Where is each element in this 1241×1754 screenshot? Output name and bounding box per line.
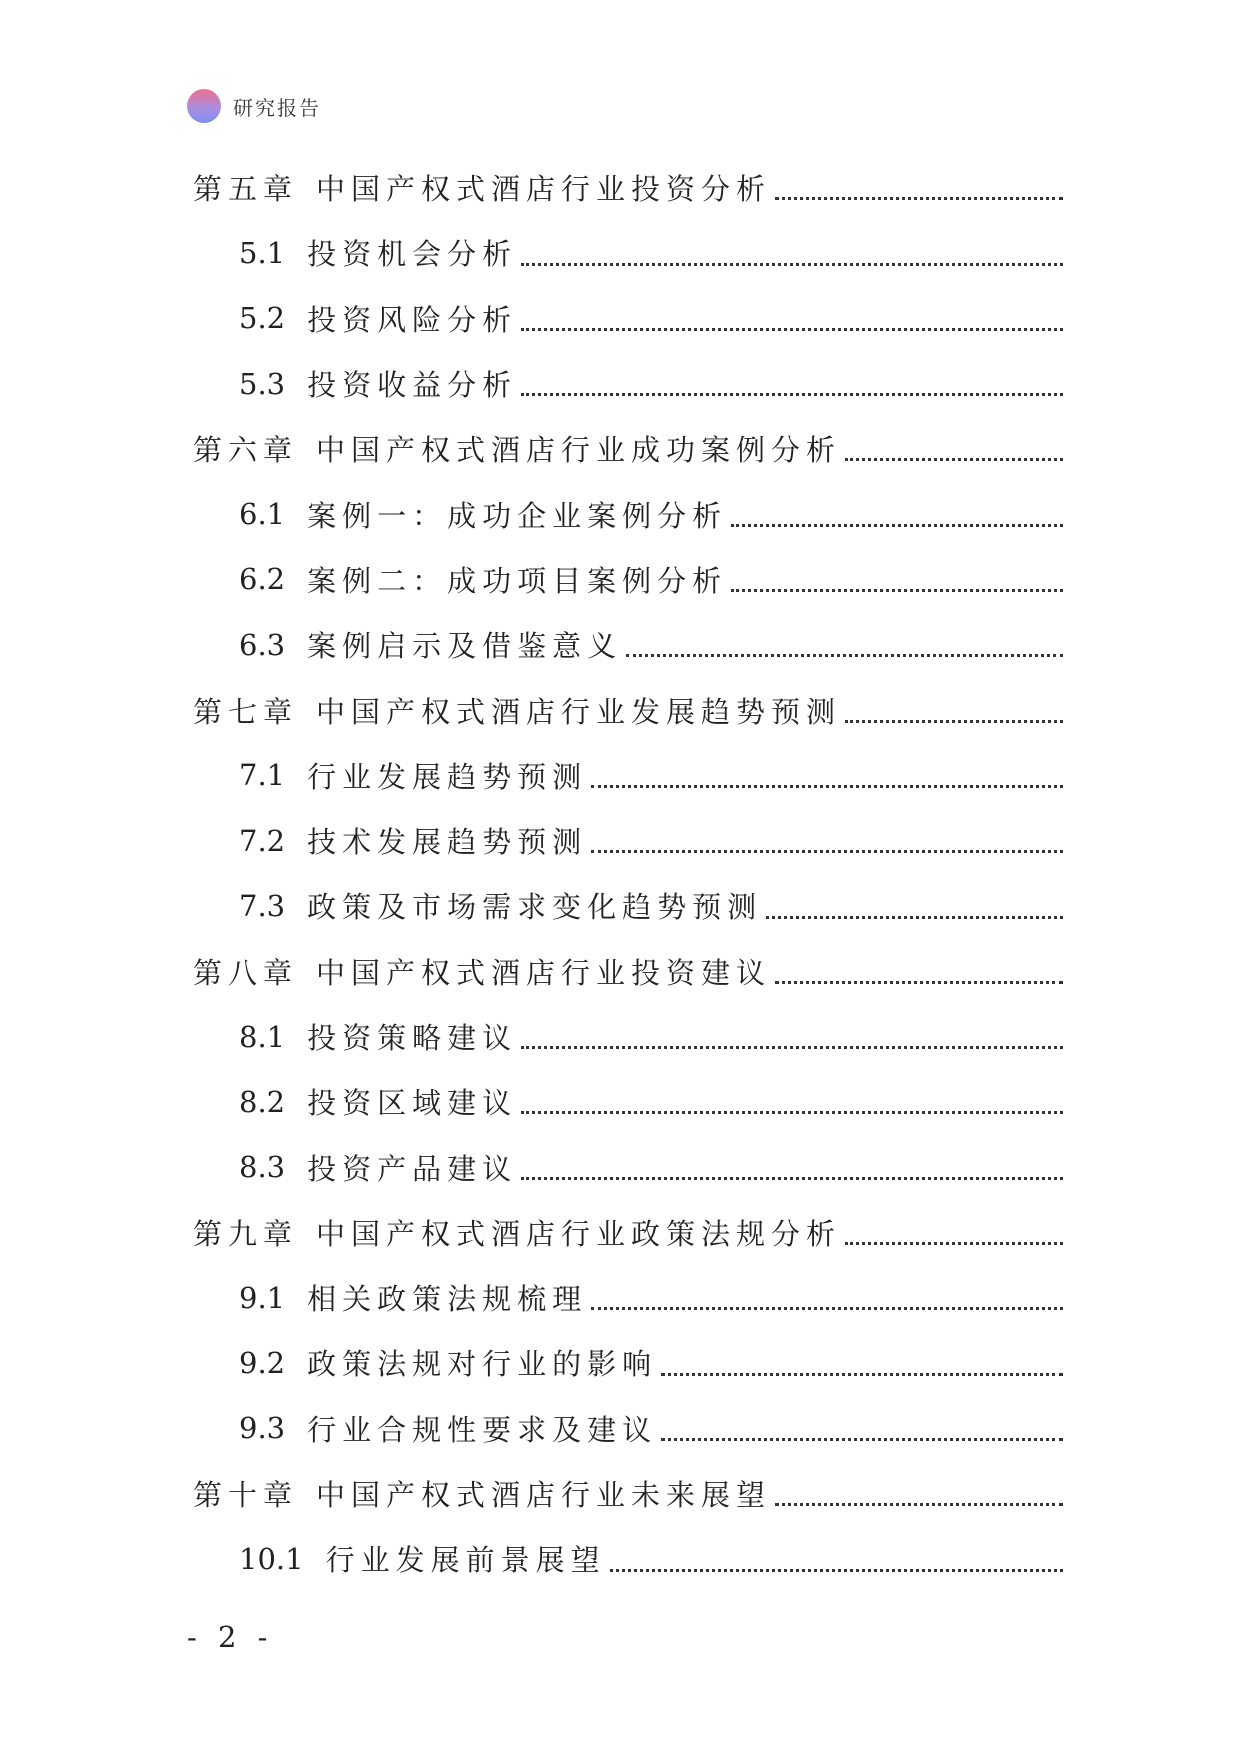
toc-dot-leader <box>731 524 1063 527</box>
toc-section-entry[interactable] <box>193 547 1063 612</box>
toc-entry-title: 中国产权式酒店行业政策法规分析 <box>316 1216 842 1251</box>
toc-entry-title: 投资风险分析 <box>307 302 518 337</box>
report-header <box>187 86 321 126</box>
toc-section-entry[interactable] <box>193 1526 1063 1591</box>
toc-section-entry[interactable] <box>193 808 1063 873</box>
toc-entry-title: 投资区域建议 <box>307 1086 518 1121</box>
toc-entry-title: 中国产权式酒店行业发展趋势预测 <box>316 694 842 729</box>
toc-entry-number: 9.2 <box>239 1345 286 1380</box>
toc-entry-number: 第八章 <box>193 955 299 990</box>
toc-entry-number: 第七章 <box>193 694 299 729</box>
report-logo-icon <box>187 89 221 123</box>
toc-entry-number: 7.1 <box>239 758 286 793</box>
toc-entry-number: 5.1 <box>239 235 286 270</box>
page-number: - 2 - <box>187 1620 274 1654</box>
toc-chapter-entry[interactable] <box>193 155 1063 220</box>
toc-dot-leader <box>775 1503 1063 1506</box>
toc-entry-title: 技术发展趋势预测 <box>307 825 588 860</box>
toc-dot-leader <box>521 1046 1063 1049</box>
toc-entry-number: 10.1 <box>239 1541 304 1576</box>
toc-dot-leader <box>591 1307 1063 1310</box>
toc-section-entry[interactable] <box>193 1004 1063 1069</box>
toc-dot-leader <box>521 328 1063 331</box>
toc-dot-leader <box>521 1111 1063 1114</box>
toc-entry-number: 9.1 <box>239 1280 286 1315</box>
toc-section-entry[interactable] <box>193 873 1063 938</box>
toc-entry-number: 第六章 <box>193 433 299 468</box>
toc-section-entry[interactable] <box>193 481 1063 546</box>
toc-entry-title: 行业发展前景展望 <box>325 1543 606 1578</box>
toc-entry-number: 8.3 <box>239 1150 286 1185</box>
table-of-contents <box>193 155 1063 1592</box>
toc-entry-number: 8.2 <box>239 1084 286 1119</box>
toc-dot-leader <box>521 263 1063 266</box>
toc-chapter-entry[interactable] <box>193 1200 1063 1265</box>
toc-entry-number: 6.2 <box>239 562 286 597</box>
toc-section-entry[interactable] <box>193 743 1063 808</box>
toc-entry-number: 7.3 <box>239 888 286 923</box>
toc-entry-number: 9.3 <box>239 1411 286 1446</box>
toc-dot-leader <box>766 916 1063 919</box>
toc-dot-leader <box>775 981 1063 984</box>
toc-dot-leader <box>610 1569 1063 1572</box>
toc-dot-leader <box>661 1438 1063 1441</box>
toc-dot-leader <box>845 720 1063 723</box>
toc-entry-title: 投资策略建议 <box>307 1021 518 1055</box>
toc-entry-title: 行业发展趋势预测 <box>307 759 588 794</box>
toc-dot-leader <box>591 785 1063 788</box>
toc-dot-leader <box>731 589 1063 592</box>
toc-entry-number: 第五章 <box>193 172 299 207</box>
toc-section-entry[interactable] <box>193 1265 1063 1330</box>
toc-entry-number: 第十章 <box>193 1478 299 1513</box>
toc-chapter-entry[interactable] <box>193 416 1063 481</box>
toc-entry-number: 7.2 <box>239 823 286 858</box>
toc-dot-leader <box>521 1177 1063 1180</box>
toc-entry-title: 投资产品建议 <box>307 1151 518 1186</box>
toc-entry-title: 案例一：成功企业案例分析 <box>307 498 728 533</box>
header-title: 研究报告 <box>233 95 321 120</box>
toc-entry-title: 中国产权式酒店行业未来展望 <box>316 1478 772 1513</box>
toc-entry-title: 案例二：成功项目案例分析 <box>307 563 728 598</box>
toc-entry-number: 6.3 <box>239 627 286 662</box>
toc-section-entry[interactable] <box>193 220 1063 285</box>
toc-entry-title: 案例启示及借鉴意义 <box>307 629 623 664</box>
toc-dot-leader <box>661 1373 1063 1376</box>
toc-entry-number: 8.1 <box>239 1019 286 1054</box>
toc-section-entry[interactable] <box>193 1396 1063 1461</box>
toc-entry-number: 6.1 <box>239 497 286 532</box>
toc-chapter-entry[interactable] <box>193 939 1063 1004</box>
toc-section-entry[interactable] <box>193 1069 1063 1134</box>
toc-entry-number: 第九章 <box>193 1216 299 1251</box>
toc-dot-leader <box>775 197 1063 200</box>
toc-dot-leader <box>845 458 1063 461</box>
toc-section-entry[interactable] <box>193 1330 1063 1395</box>
toc-dot-leader <box>626 654 1063 657</box>
toc-entry-title: 行业合规性要求及建议 <box>307 1412 658 1447</box>
toc-section-entry[interactable] <box>193 286 1063 351</box>
toc-entry-number: 5.2 <box>239 301 286 336</box>
toc-dot-leader <box>845 1242 1063 1245</box>
toc-entry-title: 中国产权式酒店行业投资分析 <box>316 172 772 207</box>
toc-chapter-entry[interactable] <box>193 677 1063 742</box>
toc-entry-title: 政策法规对行业的影响 <box>307 1347 658 1382</box>
toc-entry-title: 投资机会分析 <box>307 237 518 272</box>
toc-dot-leader <box>521 393 1063 396</box>
toc-section-entry[interactable] <box>193 612 1063 677</box>
toc-dot-leader <box>591 850 1063 853</box>
toc-chapter-entry[interactable] <box>193 1461 1063 1526</box>
toc-entry-title: 投资收益分析 <box>307 368 518 403</box>
toc-section-entry[interactable] <box>193 351 1063 416</box>
toc-entry-title: 相关政策法规梳理 <box>307 1282 588 1317</box>
toc-section-entry[interactable] <box>193 1134 1063 1199</box>
toc-entry-title: 中国产权式酒店行业投资建议 <box>316 955 772 990</box>
toc-entry-number: 5.3 <box>239 366 286 401</box>
toc-entry-title: 中国产权式酒店行业成功案例分析 <box>316 433 842 468</box>
toc-entry-title: 政策及市场需求变化趋势预测 <box>307 890 763 925</box>
